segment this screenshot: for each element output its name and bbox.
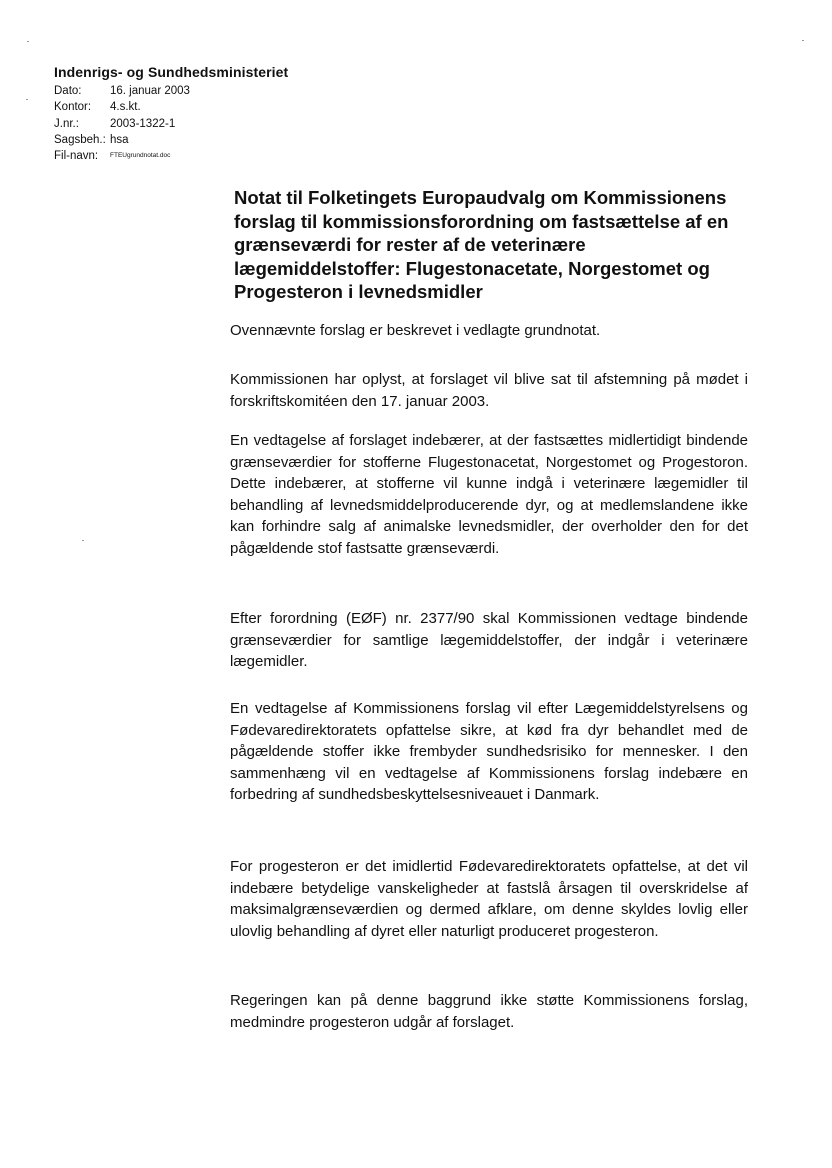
meta-label: Kontor: [54,101,92,114]
meta-row-caseworker [54,132,288,148]
paragraph: Kommissionen har oplyst, at forslaget vil blive sat til afstemning på mødet i forskriftskomitéen den 17. januar 2003. [230,371,748,410]
scan-speck [26,99,28,100]
scan-speck [27,41,29,42]
ministry-name: Indenrigs- og Sundhedsministeriet [54,64,289,80]
scan-speck [82,540,84,541]
meta-value: hsa [110,133,129,146]
paragraph: En vedtagelse af Kommissionens forslag vil efter Lægemiddelstyrelsens og Fødevaredirektoratets opfattelse sikre, at kød fra dyr behandlet med de pågældende stoffer ikke frembyder sundhedsrisiko for mennesker. I den sammenhæng vil en vedtagelse af Kommissionens forslag indebære en forbedring af sundhedsbeskyttelsesniveauet i Danmark. [230,700,748,804]
meta-label: J.nr.: [54,117,79,130]
meta-row-journal [54,116,288,132]
meta-value: 16. januar 2003 [110,85,190,97]
meta-value: FTEUgrundnotat.doc [110,152,171,160]
paragraph: En vedtagelse af forslaget indebærer, at der fastsættes midlertidigt bindende grænseværdier for stofferne Flugestonacetat, Norgestomet og Progestoron. Dette indebærer, at stofferne vil kunne indgå i veterinære lægemidler til behandling af levnedsmiddelproducerende dyr, og at medlemslandene ikke kan forhindre salg af animalske levnedsmidler, der overholder den for det pågældende stof fastsatte grænseværdi. [230,432,748,557]
paragraph: Efter forordning (EØF) nr. 2377/90 skal Kommissionen vedtage bindende grænseværdier for samtlige lægemiddelstoffer, der indgår i veterinære lægemidler. [230,610,748,671]
meta-value: 4.s.kt. [110,101,141,114]
meta-label: Fil-navn: [54,150,99,163]
meta-row-date [54,83,288,99]
meta-label: Dato: [54,85,82,97]
meta-value: 2003-1322-1 [110,117,176,130]
paragraph: Regeringen kan på denne baggrund ikke støtte Kommissionens forslag, medmindre progesteron udgår af forslaget. [230,992,748,1031]
meta-row-office [54,99,288,115]
scan-speck [802,40,804,41]
document-title: Notat til Folketingets Europaudvalg om Kommissionens forslag til kommissionsforordning om fastsættelse af en grænseværdi for rester af de veterinære lægemiddelstoffer: Flugestonacetate, Norgestomet og Progesteron i levnedsmidler [234,187,729,302]
document-header [54,64,288,164]
paragraph: Ovennævnte forslag er beskrevet i vedlagte grundnotat. [230,322,601,339]
meta-label: Sagsbeh.: [54,133,106,146]
meta-row-filename [54,148,288,164]
paragraph: For progesteron er det imidlertid Fødevaredirektoratets opfattelse, at det vil indebære betydelige vanskeligheder at fastslå årsagen til overskridelse af maksimalgrænseværdien og dermed afklare, om denne skyldes lovlig eller ulovlig behandling af dyret eller naturligt produceret progesteron. [230,858,748,940]
